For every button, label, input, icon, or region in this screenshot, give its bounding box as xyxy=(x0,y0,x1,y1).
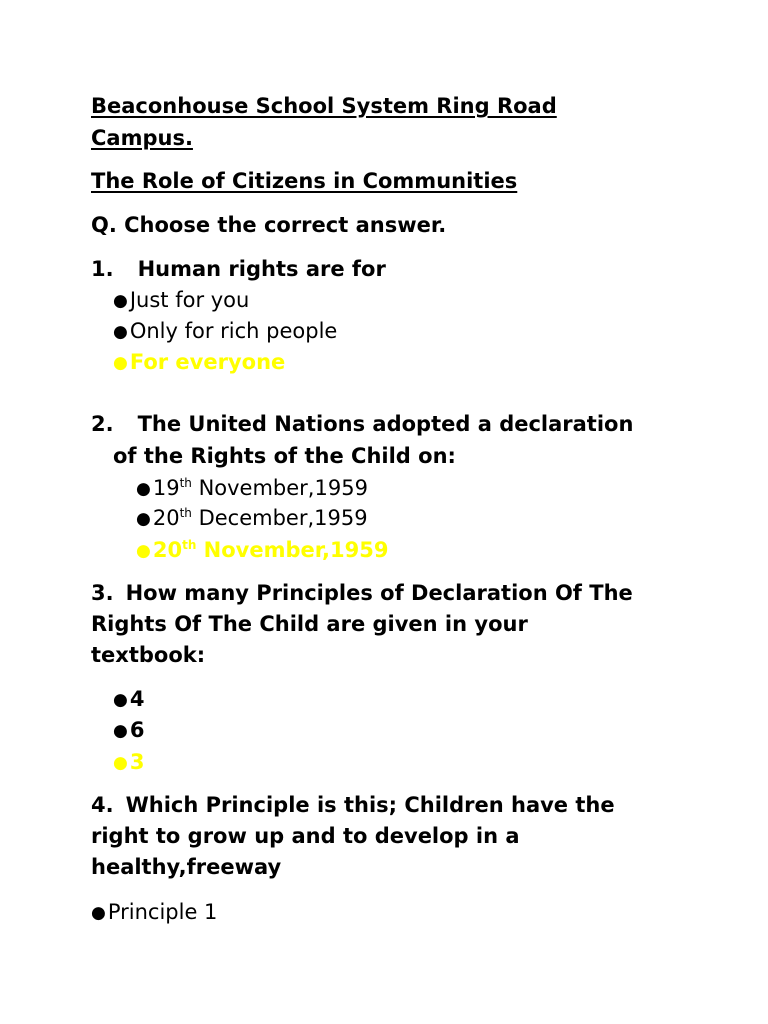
option-1c-selected[interactable] xyxy=(113,352,285,373)
option-text: 4 xyxy=(129,687,145,711)
bullet-icon: ● xyxy=(113,721,128,741)
option-3b[interactable] xyxy=(113,720,144,741)
bullet-icon: ● xyxy=(136,479,151,499)
instruction: Q. Choose the correct answer. xyxy=(91,213,447,237)
option-1b[interactable] xyxy=(113,321,337,342)
option-text: Just for you xyxy=(129,288,250,312)
option-date-rest: November,1959 xyxy=(191,476,368,500)
question-text: Which Principle is this; Children have the xyxy=(125,793,615,817)
option-4a[interactable] xyxy=(91,902,217,923)
question-3-continued-2: textbook: xyxy=(91,643,206,667)
option-date-rest: December,1959 xyxy=(191,506,368,530)
bullet-icon: ● xyxy=(113,753,128,773)
bullet-icon: ● xyxy=(136,541,151,561)
option-1a[interactable] xyxy=(113,290,249,311)
bullet-icon: ● xyxy=(136,509,151,529)
option-text: Only for rich people xyxy=(129,319,338,343)
option-2a[interactable] xyxy=(136,478,368,499)
option-3c-selected[interactable] xyxy=(113,752,144,773)
option-suffix: th xyxy=(179,476,192,490)
option-day: 20 xyxy=(152,506,180,530)
option-2c-selected[interactable] xyxy=(136,540,388,561)
question-text: How many Principles of Declaration Of The xyxy=(125,581,633,605)
question-2-continued: of the Rights of the Child on: xyxy=(113,444,456,468)
option-suffix: th xyxy=(179,506,192,520)
option-text: 3 xyxy=(129,750,145,774)
question-4 xyxy=(91,795,615,816)
question-4-continued-2: healthy,freeway xyxy=(91,855,282,879)
option-text: Principle 1 xyxy=(107,900,218,924)
option-text: For everyone xyxy=(129,350,286,374)
topic-title: The Role of Citizens in Communities xyxy=(91,169,518,193)
question-number: 4. xyxy=(91,793,114,817)
option-text: 6 xyxy=(129,718,145,742)
question-number: 2. xyxy=(91,412,114,436)
option-suffix: th xyxy=(182,538,197,552)
option-2b[interactable] xyxy=(136,508,368,529)
question-1 xyxy=(91,259,386,280)
question-text: The United Nations adopted a declaration xyxy=(137,412,634,436)
bullet-icon: ● xyxy=(113,291,128,311)
option-date-rest: November,1959 xyxy=(196,538,389,562)
bullet-icon: ● xyxy=(113,322,128,342)
question-4-continued-1: right to grow up and to develop in a xyxy=(91,824,520,848)
question-3-continued-1: Rights Of The Child are given in your xyxy=(91,612,528,636)
question-number: 3. xyxy=(91,581,114,605)
bullet-icon: ● xyxy=(113,690,128,710)
question-2 xyxy=(91,414,633,435)
option-day: 20 xyxy=(152,538,183,562)
school-name-line-2: Campus. xyxy=(91,126,193,150)
school-name-line-1: Beaconhouse School System Ring Road xyxy=(91,94,557,118)
bullet-icon: ● xyxy=(91,903,106,923)
option-day: 19 xyxy=(152,476,180,500)
question-3 xyxy=(91,583,633,604)
option-3a[interactable] xyxy=(113,689,144,710)
bullet-icon: ● xyxy=(113,353,128,373)
question-number: 1. xyxy=(91,257,114,281)
question-text: Human rights are for xyxy=(137,257,386,281)
